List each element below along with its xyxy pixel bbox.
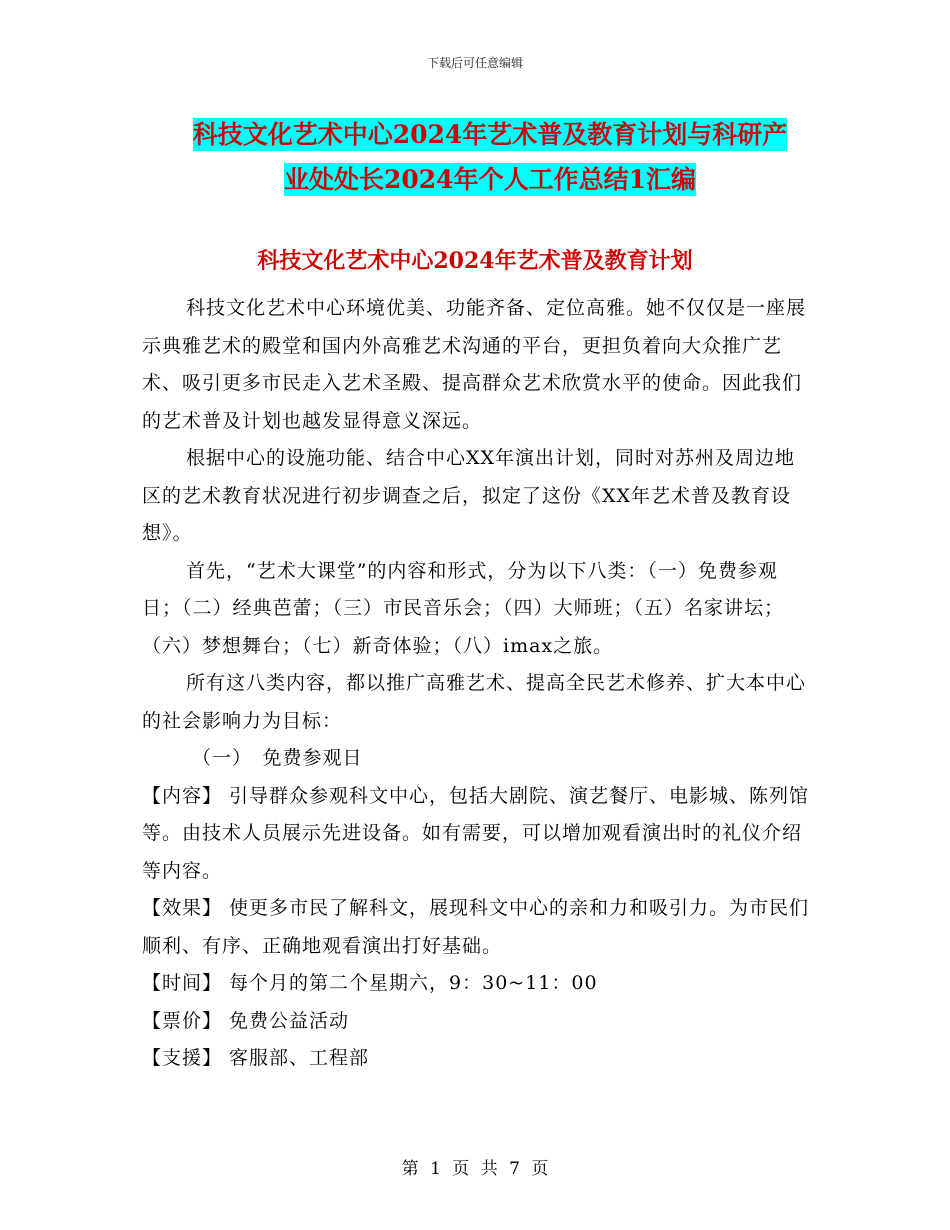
item-price: 【票价】 免费公益活动 [142, 1009, 350, 1032]
footer-suffix: 页 [531, 1159, 549, 1179]
footer-prefix: 第 [401, 1159, 419, 1179]
item-content: 【内容】 引导群众参观科文中心，包括大剧院、演艺餐厅、电影城、陈列馆等。由技术人员展示先进设备。如有需要，可以增加观看演出时的礼仪介绍等内容。 [142, 784, 810, 882]
page-footer [0, 1154, 950, 1179]
document-title-line-2: 业处处长2024年个人工作总结1汇编 [284, 165, 696, 194]
footer-total-pages: 7 [509, 1159, 520, 1179]
footer-page-number: 1 [430, 1159, 441, 1179]
footer-mid: 页 共 [452, 1159, 498, 1179]
document-body [142, 290, 812, 1078]
document-title [140, 112, 840, 202]
item-heading: （一） 免费参观日 [192, 747, 363, 769]
paragraph: 所有这八类内容，都以推广高雅艺术、提高全民艺术修养、扩大本中心的社会影响力为目标： [142, 672, 807, 732]
paragraph: 科技文化艺术中心环境优美、功能齐备、定位高雅。她不仅仅是一座展示典雅艺术的殿堂和国内外高雅艺术沟通的平台，更担负着向大众推广艺术、吸引更多市民走入艺术圣殿、提高群众艺术欣赏水平的使命。因此我们的艺术普及计划也越发显得意义深远。 [142, 297, 807, 432]
paragraph: 根据中心的设施功能、结合中心XX年演出计划，同时对苏州及周边地区的艺术教育状况进行初步调查之后，拟定了这份《XX年艺术普及教育设想》。 [142, 447, 796, 544]
paragraph: 首先，“艺术大课堂”的内容和形式，分为以下八类：（一）免费参观日；（二）经典芭蕾；（三）市民音乐会；（四）大师班；（五）名家讲坛；（六）梦想舞台；（七）新奇体验；（八）imax之旅。 [142, 559, 785, 657]
item-support: 【支援】 客服部、工程部 [142, 1047, 370, 1069]
section-title: 科技文化艺术中心2024年艺术普及教育计划 [257, 248, 693, 274]
item-effect: 【效果】 使更多市民了解科文，展现科文中心的亲和力和吸引力。为市民们顺利、有序、正确地观看演出打好基础。 [142, 897, 810, 957]
header-note: 下载后可任意编辑 [426, 56, 523, 70]
item-time: 【时间】 每个月的第二个星期六，9：30~11：00 [142, 972, 598, 994]
document-title-line-1: 科技文化艺术中心2024年艺术普及教育计划与科研产 [192, 120, 788, 149]
